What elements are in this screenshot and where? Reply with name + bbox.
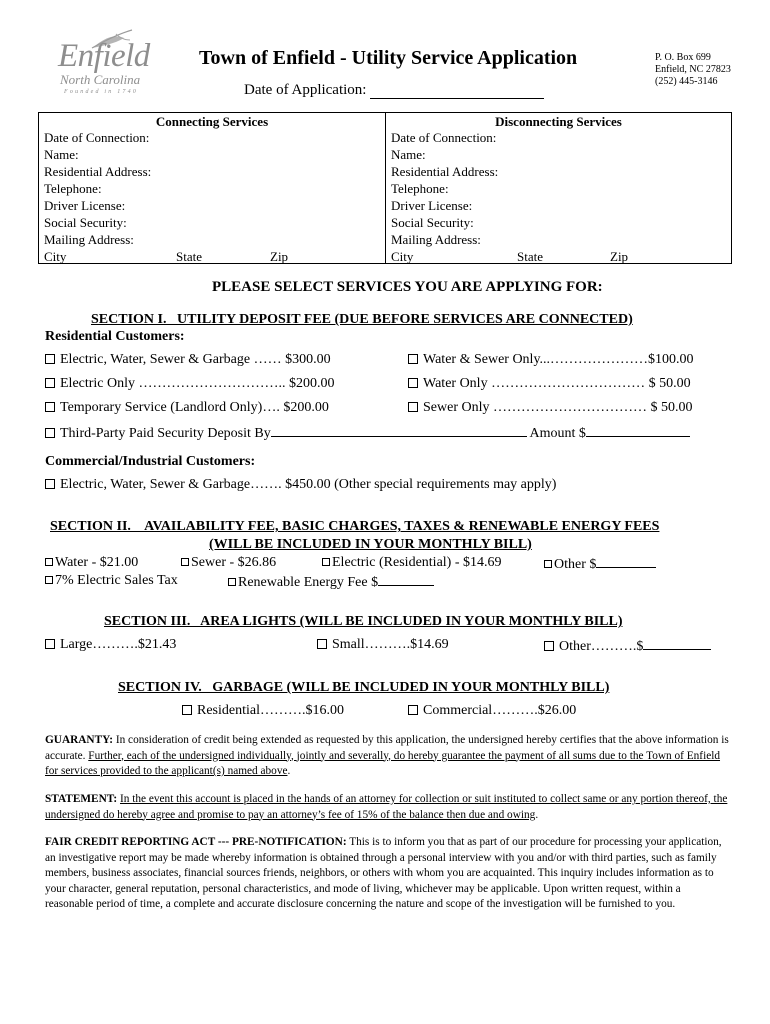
option-label: Residential……….$16.00 bbox=[197, 703, 344, 718]
option-label: Electric Only ………………………….. $200.00 bbox=[60, 376, 335, 391]
checkbox[interactable] bbox=[182, 705, 192, 715]
renewable-fee-field[interactable] bbox=[378, 573, 434, 586]
option-commercial-electric-water-sewer-garbage[interactable] bbox=[45, 477, 556, 493]
option-label: Renewable Energy Fee $ bbox=[238, 575, 379, 590]
disconnect-city-label: City bbox=[391, 249, 414, 264]
checkbox[interactable] bbox=[544, 641, 554, 651]
guaranty-underlined-text: Further, each of the undersigned individually, jointly and severally, do hereby guarantee the payment of all sums due to the Town of Enfield for services provided to the applicant(s) named above bbox=[45, 749, 721, 777]
third-party-label: Third-Party Paid Security Deposit By bbox=[60, 426, 271, 441]
disconnect-social-security-field[interactable]: Social Security: bbox=[391, 215, 474, 230]
fcra-paragraph bbox=[45, 835, 729, 913]
service-info-table bbox=[38, 112, 732, 264]
address-po-box: P. O. Box 699 bbox=[655, 52, 711, 63]
connect-date-field[interactable]: Date of Connection: bbox=[44, 130, 150, 145]
commercial-customers-label: Commercial/Industrial Customers: bbox=[45, 454, 256, 469]
checkbox[interactable] bbox=[408, 378, 418, 388]
option-label: Large……….$21.43 bbox=[60, 637, 177, 652]
option-garbage-residential[interactable] bbox=[182, 703, 344, 719]
option-label: Sewer - $26.86 bbox=[191, 555, 277, 570]
option-garbage-commercial[interactable] bbox=[408, 703, 576, 719]
option-label: Sewer Only …………………………… $ 50.00 bbox=[423, 400, 693, 415]
section-1-title: SECTION I. UTILITY DEPOSIT FEE (DUE BEFORE SERVICES ARE CONNECTED) bbox=[91, 312, 633, 327]
option-label: 7% Electric Sales Tax bbox=[55, 573, 178, 588]
section-2-title: SECTION II. AVAILABILITY FEE, BASIC CHARGES, TAXES & RENEWABLE ENERGY FEES bbox=[50, 519, 660, 534]
option-water-only[interactable] bbox=[408, 376, 691, 392]
checkbox[interactable] bbox=[317, 639, 327, 649]
checkbox[interactable] bbox=[408, 354, 418, 364]
other-fee-field[interactable] bbox=[596, 555, 656, 568]
connect-city-state-zip-row[interactable] bbox=[39, 248, 385, 265]
disconnect-residential-address-field[interactable]: Residential Address: bbox=[391, 164, 499, 179]
option-label: Small……….$14.69 bbox=[332, 637, 449, 652]
statement-underlined-text: In the event this account is placed in the hands of an attorney for collection or suit instituted to collect same or any portion thereof, the undersigned do hereby agree and promise to pay an attorney’s fee of 15% of the balance then due and owing bbox=[45, 793, 728, 821]
option-electric-only[interactable] bbox=[45, 376, 335, 392]
option-area-light-small[interactable] bbox=[317, 637, 449, 653]
select-services-heading: PLEASE SELECT SERVICES YOU ARE APPLYING FOR: bbox=[212, 279, 603, 295]
option-third-party-deposit[interactable] bbox=[45, 424, 690, 442]
disconnect-mailing-address-field[interactable]: Mailing Address: bbox=[391, 232, 481, 247]
checkbox[interactable] bbox=[45, 354, 55, 364]
option-sewer-fee[interactable] bbox=[181, 555, 276, 571]
fcra-text: This is to inform you that as part of our procedure for processing your application, an investigative report may be made whereby information is obtained through a personal interview with you and/or with third parties, such as family members, business associates, financial sources friends, neighbors, or others with whom you are acquainted. This inquiry includes information as to your character, general reputation, personal characteristics, and mode of living, whichever may be applicable. Upon written request, within a reasonable period of time, a complete and accurate disclosure concerning the nature and scope of the investigation will be furnished to you. bbox=[45, 836, 722, 910]
option-other-fee[interactable] bbox=[544, 555, 656, 573]
connect-state-label: State bbox=[176, 249, 202, 264]
date-of-application-label: Date of Application: bbox=[244, 82, 367, 98]
statement-label: STATEMENT: bbox=[45, 793, 118, 805]
page-title: Town of Enfield - Utility Service Application bbox=[199, 47, 578, 69]
checkbox[interactable] bbox=[544, 560, 552, 568]
option-area-light-other[interactable] bbox=[544, 637, 711, 655]
logo-state-name: North Carolina bbox=[60, 72, 141, 87]
checkbox[interactable] bbox=[45, 639, 55, 649]
guaranty-text: In consideration of credit being extended as requested by this application, the undersigned hereby certifies that the above information is accurate. bbox=[45, 734, 729, 762]
checkbox[interactable] bbox=[228, 578, 236, 586]
option-electric-water-sewer-garbage[interactable] bbox=[45, 352, 331, 368]
option-label: Other $ bbox=[554, 557, 597, 572]
connect-name-field[interactable]: Name: bbox=[44, 147, 79, 162]
disconnect-city-state-zip-row[interactable] bbox=[386, 248, 731, 265]
option-label: Electric (Residential) - $14.69 bbox=[332, 555, 502, 570]
option-area-light-large[interactable] bbox=[45, 637, 176, 653]
option-label: Other……….$ bbox=[559, 639, 644, 654]
option-electric-sales-tax[interactable] bbox=[45, 573, 178, 589]
statement-end: . bbox=[535, 808, 539, 821]
address-city: Enfield, NC 27823 bbox=[655, 64, 731, 75]
checkbox[interactable] bbox=[45, 558, 53, 566]
disconnecting-services-column bbox=[386, 113, 731, 263]
checkbox[interactable] bbox=[45, 576, 53, 584]
option-sewer-only[interactable] bbox=[408, 400, 693, 416]
connect-zip-label: Zip bbox=[270, 249, 289, 264]
disconnect-state-label: State bbox=[517, 249, 543, 264]
amount-label: Amount $ bbox=[529, 426, 586, 441]
checkbox[interactable] bbox=[322, 558, 330, 566]
option-electric-residential-fee[interactable] bbox=[322, 555, 502, 571]
disconnect-date-field[interactable]: Date of Connection: bbox=[391, 130, 497, 145]
option-label: Water - $21.00 bbox=[55, 555, 139, 570]
checkbox[interactable] bbox=[45, 479, 55, 489]
guaranty-end: . bbox=[287, 765, 291, 777]
option-label: Water & Sewer Only...…………………$100.00 bbox=[423, 352, 694, 367]
connecting-services-column bbox=[39, 113, 386, 263]
section-4-title: SECTION IV. GARBAGE (WILL BE INCLUDED IN YOUR MONTHLY BILL) bbox=[118, 680, 610, 695]
connect-driver-license-field[interactable]: Driver License: bbox=[44, 198, 126, 213]
third-party-name-field[interactable] bbox=[271, 424, 527, 437]
checkbox[interactable] bbox=[45, 378, 55, 388]
date-of-application-field[interactable] bbox=[370, 84, 544, 99]
fcra-label: FAIR CREDIT REPORTING ACT --- PRE-NOTIFICATION: bbox=[45, 836, 347, 848]
option-temporary-service[interactable] bbox=[45, 400, 329, 416]
connecting-services-heading: Connecting Services bbox=[155, 114, 269, 129]
disconnect-driver-license-field[interactable]: Driver License: bbox=[391, 198, 473, 213]
logo-founded-text: Founded in 1740 bbox=[64, 89, 138, 95]
section-2-subtitle: (WILL BE INCLUDED IN YOUR MONTHLY BILL) bbox=[209, 537, 532, 552]
disconnect-telephone-field[interactable]: Telephone: bbox=[391, 181, 449, 196]
area-light-other-field[interactable] bbox=[643, 637, 711, 650]
disconnecting-services-heading: Disconnecting Services bbox=[495, 114, 622, 129]
checkbox[interactable] bbox=[408, 705, 418, 715]
guaranty-paragraph bbox=[45, 733, 729, 780]
option-label: Electric, Water, Sewer & Garbage …… $300.00 bbox=[60, 352, 331, 367]
address-phone: (252) 445-3146 bbox=[655, 76, 718, 87]
residential-customers-label: Residential Customers: bbox=[45, 329, 185, 344]
connect-city-label: City bbox=[44, 249, 67, 264]
date-of-application bbox=[244, 82, 544, 99]
option-renewable-energy-fee[interactable] bbox=[228, 573, 434, 591]
logo-town-name: Enfield bbox=[58, 38, 150, 74]
option-water-fee[interactable] bbox=[45, 555, 138, 571]
checkbox[interactable] bbox=[181, 558, 189, 566]
option-label: Water Only …………………………… $ 50.00 bbox=[423, 376, 691, 391]
guaranty-label: GUARANTY: bbox=[45, 734, 113, 746]
disconnect-name-field[interactable]: Name: bbox=[391, 147, 426, 162]
connect-residential-address-field[interactable]: Residential Address: bbox=[44, 164, 152, 179]
option-label: Electric, Water, Sewer & Garbage……. $450.00 (Other special requirements may apply) bbox=[60, 477, 557, 492]
checkbox[interactable] bbox=[45, 428, 55, 438]
statement-paragraph bbox=[45, 792, 729, 823]
checkbox[interactable] bbox=[408, 402, 418, 412]
option-water-sewer-only[interactable] bbox=[408, 352, 694, 368]
option-label: Temporary Service (Landlord Only)…. $200.00 bbox=[60, 400, 329, 415]
connect-telephone-field[interactable]: Telephone: bbox=[44, 181, 102, 196]
section-3-title: SECTION III. AREA LIGHTS (WILL BE INCLUDED IN YOUR MONTHLY BILL) bbox=[104, 614, 623, 629]
option-label: Commercial……….$26.00 bbox=[423, 703, 577, 718]
connect-social-security-field[interactable]: Social Security: bbox=[44, 215, 127, 230]
checkbox[interactable] bbox=[45, 402, 55, 412]
connect-mailing-address-field[interactable]: Mailing Address: bbox=[44, 232, 134, 247]
disconnect-zip-label: Zip bbox=[610, 249, 629, 264]
amount-field[interactable] bbox=[586, 424, 690, 437]
